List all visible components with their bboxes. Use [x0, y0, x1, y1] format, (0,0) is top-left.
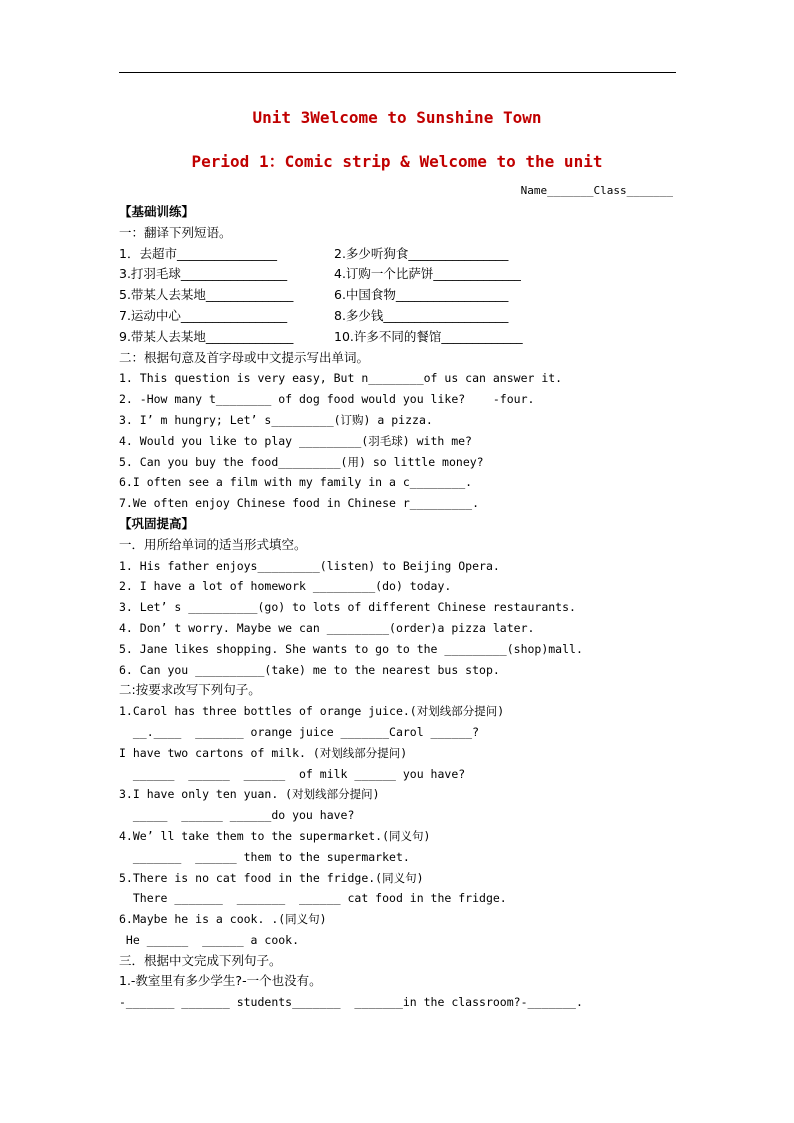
exercise-line: 5.There is no cat food in the fridge.(同义句) — [119, 870, 424, 885]
exercise-line: __.____ _______ orange juice _______Carol ______? — [119, 724, 480, 739]
phrase-row — [119, 285, 679, 306]
exercise-line: 5. Can you buy the food_________(用) so little money? — [119, 454, 484, 469]
phrase-row — [119, 264, 679, 285]
part5-heading: 三．根据中文完成下列句子。 — [119, 952, 282, 968]
exercise-line: 2. I have a lot of homework _________(do) today. — [119, 579, 452, 594]
phrase-item: 6.中国食物__________________ — [334, 287, 509, 303]
exercise-line: 3.I have only ten yuan. (对划线部分提问) — [119, 787, 380, 802]
phrase-item: 8.多少钱____________________ — [334, 307, 509, 323]
exercise-line: 6.Maybe he is a cook. .(同义句) — [119, 912, 327, 927]
phrase-row — [119, 327, 679, 348]
exercise-line: 3. Let’ s __________(go) to lots of different Chinese restaurants. — [119, 600, 576, 615]
worksheet-body — [119, 202, 679, 1013]
part1-heading: 一：翻译下列短语。 — [119, 224, 232, 240]
phrase-item: 5.带某人去某地______________ — [119, 287, 294, 303]
exercise-line: He ______ ______ a cook. — [119, 932, 300, 947]
exercise-line: There _______ _______ ______ cat food in the fridge. — [119, 891, 507, 906]
phrase-item: 3.打羽毛球_________________ — [119, 266, 288, 282]
exercise-line: _____ ______ ______do you have? — [119, 808, 355, 823]
consolidate-heading: 【巩固提高】 — [119, 515, 195, 531]
phrase-item: 9.带某人去某地______________ — [119, 328, 294, 344]
exercise-line: _______ ______ them to the supermarket. — [119, 849, 410, 864]
part2-heading: 二：根据句意及首字母或中文提示写出单词。 — [119, 349, 370, 365]
part4-heading: 二:按要求改写下列句子。 — [119, 682, 261, 698]
exercise-line: 6.I often see a film with my family in a c________. — [119, 475, 473, 490]
phrase-item: 10.许多不同的餐馆_____________ — [334, 328, 523, 344]
part3-heading: 一．用所给单词的适当形式填空。 — [119, 536, 307, 552]
phrase-item: 7.运动中心_________________ — [119, 307, 288, 323]
exercise-line: 4. Would you like to play _________(羽毛球) with me? — [119, 433, 472, 448]
exercise-line: ______ ______ ______ of milk ______ you have? — [119, 766, 466, 781]
exercise-line: 1.Carol has three bottles of orange juice.(对划线部分提问) — [119, 704, 505, 719]
exercise-line: I have two cartons of milk. (对划线部分提问) — [119, 745, 408, 760]
phrase-row — [119, 244, 679, 265]
exercise-line: -_______ _______ students_______ _______in the classroom?-_______. — [119, 995, 583, 1010]
page-subtitle: Period 1：Comic strip & Welcome to the unit — [191, 152, 603, 171]
phrase-row — [119, 306, 679, 327]
exercise-line: 1. This question is very easy, But n________of us can answer it. — [119, 371, 563, 386]
phrase-item: 2.多少听狗食________________ — [334, 245, 509, 261]
name-class-line: Name_______Class_______ — [520, 184, 673, 197]
exercise-line: 4.We’ ll take them to the supermarket.(同义句) — [119, 828, 431, 843]
exercise-line: 2. -How many t________ of dog food would you like? -four. — [119, 392, 535, 407]
exercise-line: 3. I’ m hungry; Let’ s_________(订购) a pizza. — [119, 412, 433, 427]
top-rule — [119, 72, 676, 73]
phrase-item: 1．去超市________________ — [119, 245, 277, 261]
exercise-line: 4. Don’ t worry. Maybe we can _________(order)a pizza later. — [119, 620, 535, 635]
exercise-line: 5. Jane likes shopping. She wants to go to the _________(shop)mall. — [119, 641, 583, 656]
basic-training-heading: 【基础训练】 — [119, 204, 195, 219]
exercise-line: 1.-教室里有多少学生?-一个也没有。 — [119, 973, 322, 989]
exercise-line: 7.We often enjoy Chinese food in Chinese r_________. — [119, 496, 480, 511]
exercise-line: 1. His father enjoys_________(listen) to Beijing Opera. — [119, 558, 500, 573]
page-title: Unit 3Welcome to Sunshine Town — [252, 108, 542, 127]
exercise-line: 6. Can you __________(take) me to the nearest bus stop. — [119, 662, 500, 677]
phrase-item: 4.订购一个比萨饼______________ — [334, 266, 521, 282]
